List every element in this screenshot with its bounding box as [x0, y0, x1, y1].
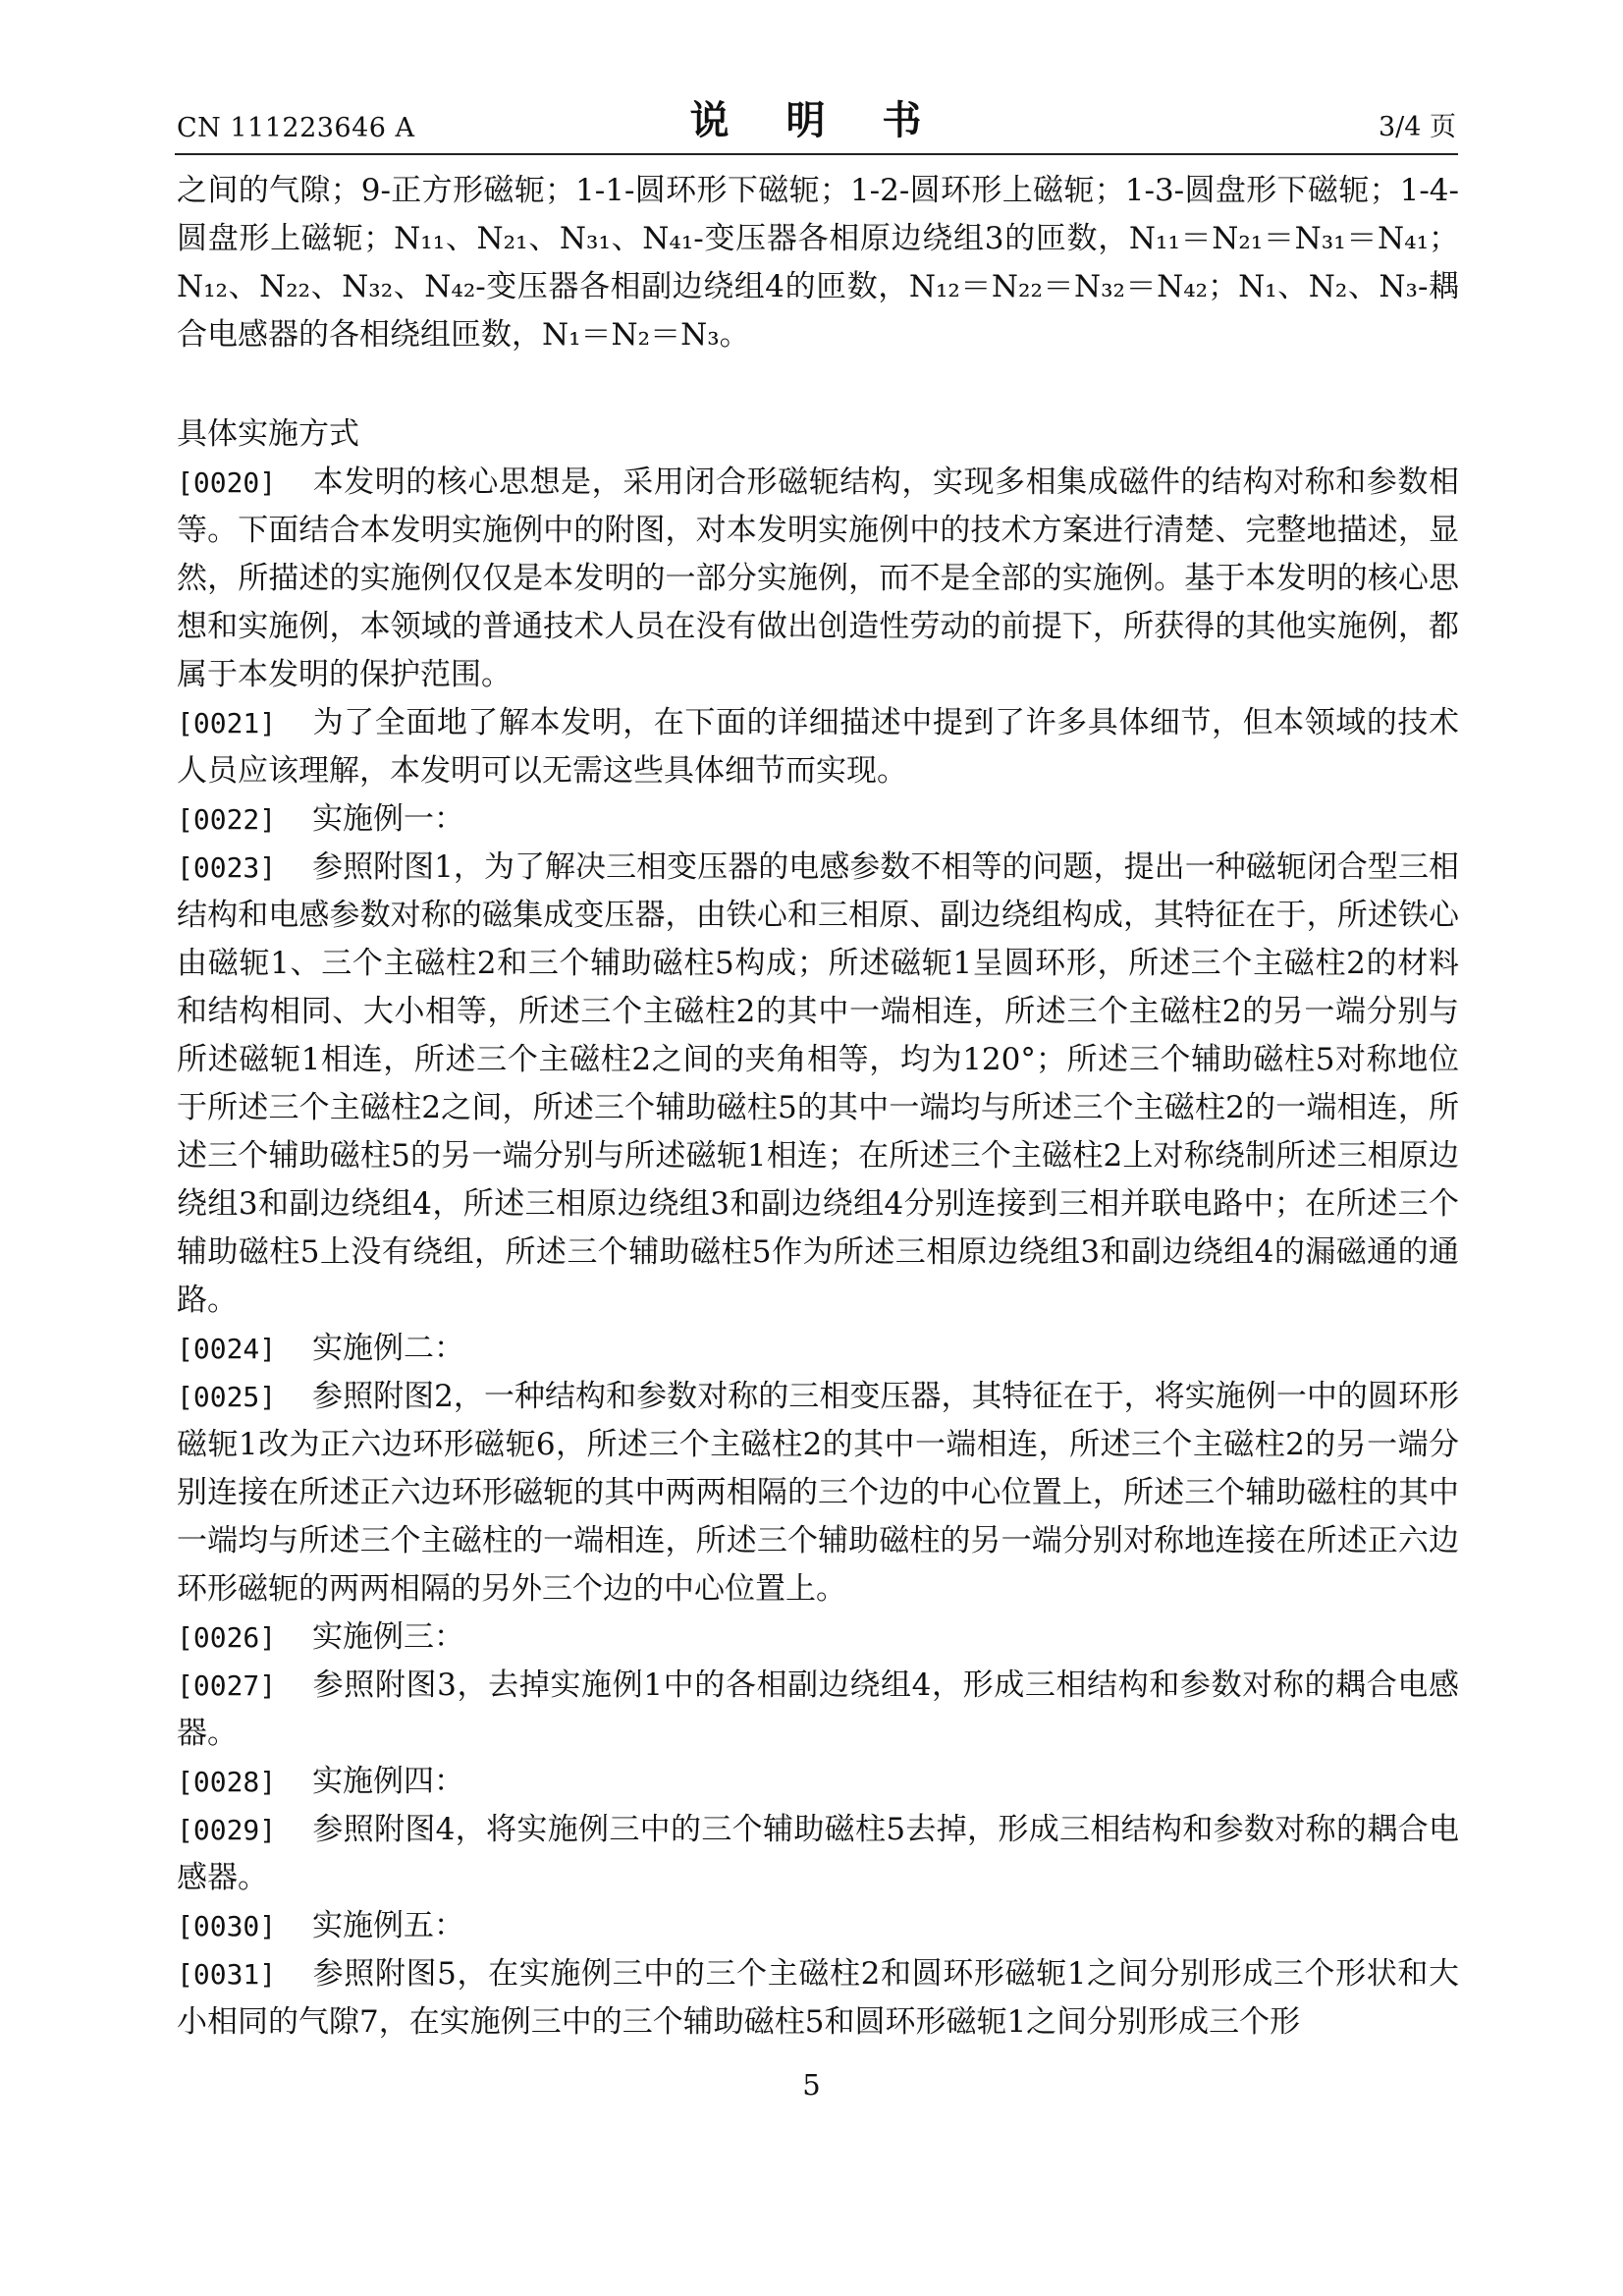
- paragraph-number: [0029]: [177, 1814, 277, 1846]
- paragraph-text: 实施例四：: [312, 1764, 464, 1799]
- paragraph-text: 实施例一：: [312, 801, 464, 837]
- paragraph-text: 实施例五：: [312, 1908, 464, 1943]
- paragraph-number: [0031]: [177, 1958, 277, 1991]
- paragraph-text: 实施例二：: [312, 1331, 464, 1366]
- paragraph: [177, 699, 1459, 795]
- paragraph: [177, 1613, 1459, 1662]
- paragraph-number: [0023]: [177, 851, 277, 884]
- paragraph: [177, 1758, 1459, 1806]
- section-heading: 具体实施方式: [177, 416, 359, 452]
- paragraph-number: [0021]: [177, 707, 277, 739]
- paragraph-text: 参照附图4，将实施例三中的三个辅助磁柱5去掉，形成三相结构和参数对称的耦合电感器。: [177, 1812, 1459, 1895]
- paragraph-text: 为了全面地了解本发明，在下面的详细描述中提到了许多具体细节，但本领域的技术人员应该理解，本发明可以无需这些具体细节而实现。: [177, 705, 1459, 789]
- paragraph: [177, 1806, 1459, 1902]
- paragraph-number: [0027]: [177, 1669, 277, 1702]
- paragraph: [177, 795, 1459, 844]
- paragraph-text: 实施例三：: [312, 1619, 464, 1655]
- paragraph-number: [0030]: [177, 1910, 277, 1942]
- paragraph-number: [0020]: [177, 466, 277, 499]
- page-indicator: 3/4 页: [1378, 112, 1456, 142]
- page-number: 5: [802, 2068, 821, 2102]
- page-header: [175, 94, 1458, 155]
- document-title: 说 明 书: [689, 98, 944, 143]
- paragraph: [177, 1662, 1459, 1758]
- paragraph-number: [0028]: [177, 1766, 277, 1798]
- document-body: [177, 167, 1459, 2047]
- paragraph: [177, 844, 1459, 1325]
- intro-text: 之间的气隙；9-正方形磁轭；1-1-圆环形下磁轭；1-2-圆环形上磁轭；1-3-圆盘形下磁轭；1-4-圆盘形上磁轭；N₁₁、N₂₁、N₃₁、N₄₁-变压器各相原边绕组3的匝数，N₁₁＝N₂₁＝N₃₁＝N₄₁；N₁₂、N₂₂、N₃₂、N₄₂-变压器各相副边绕组4的匝数，N₁₂＝N₂₂＝N₃₂＝N₄₂；N₁、N₂、N₃-耦合电感器的各相绕组匝数，N₁＝N₂＝N₃。: [177, 173, 1459, 353]
- paragraph-number: [0026]: [177, 1621, 277, 1654]
- paragraph: [177, 1325, 1459, 1373]
- paragraph-text: 本发明的核心思想是，采用闭合形磁轭结构，实现多相集成磁件的结构对称和参数相等。下面结合本发明实施例中的附图，对本发明实施例中的技术方案进行清楚、完整地描述，显然，所描述的实施例仅仅是本发明的一部分实施例，而不是全部的实施例。基于本发明的核心思想和实施例，本领域的普通技术人员在没有做出创造性劳动的前提下，所获得的其他实施例，都属于本发明的保护范围。: [177, 465, 1459, 692]
- paragraph-number: [0024]: [177, 1333, 277, 1365]
- paragraph-number: [0022]: [177, 803, 277, 836]
- paragraph-text: 参照附图3，去掉实施例1中的各相副边绕组4，形成三相结构和参数对称的耦合电感器。: [177, 1667, 1459, 1751]
- paragraph: [177, 1373, 1459, 1613]
- paragraph: [177, 1902, 1459, 1950]
- paragraph: [177, 1950, 1459, 2047]
- paragraph-number: [0025]: [177, 1381, 277, 1413]
- paragraph-text: 参照附图2，一种结构和参数对称的三相变压器，其特征在于，将实施例一中的圆环形磁轭1改为正六边环形磁轭6，所述三个主磁柱2的其中一端相连，所述三个主磁柱2的另一端分别连接在所述正六边环形磁轭的其中两两相隔的三个边的中心位置上，所述三个辅助磁柱的其中一端均与所述三个主磁柱的一端相连，所述三个辅助磁柱的另一端分别对称地连接在所述正六边环形磁轭的两两相隔的另外三个边的中心位置上。: [177, 1379, 1459, 1607]
- paragraph-text: 参照附图1，为了解决三相变压器的电感参数不相等的问题，提出一种磁轭闭合型三相结构和电感参数对称的磁集成变压器，由铁心和三相原、副边绕组构成，其特征在于，所述铁心由磁轭1、三个主磁柱2和三个辅助磁柱5构成；所述磁轭1呈圆环形，所述三个主磁柱2的材料和结构相同、大小相等，所述三个主磁柱2的其中一端相连，所述三个主磁柱2的另一端分别与所述磁轭1相连，所述三个主磁柱2之间的夹角相等，均为120°；所述三个辅助磁柱5对称地位于所述三个主磁柱2之间，所述三个辅助磁柱5的其中一端均与所述三个主磁柱2的一端相连，所述三个辅助磁柱5的另一端分别与所述磁轭1相连；在所述三个主磁柱2上对称绕制所述三相原边绕组3和副边绕组4，所述三相原边绕组3和副边绕组4分别连接到三相并联电路中；在所述三个辅助磁柱5上没有绕组，所述三个辅助磁柱5作为所述三相原边绕组3和副边绕组4的漏磁通的通路。: [177, 849, 1459, 1318]
- paragraph: [177, 459, 1459, 699]
- paragraph-text: 参照附图5，在实施例三中的三个主磁柱2和圆环形磁轭1之间分别形成三个形状和大小相同的气隙7，在实施例三中的三个辅助磁柱5和圆环形磁轭1之间分别形成三个形: [177, 1956, 1459, 2040]
- publication-number: CN 111223646 A: [177, 113, 415, 143]
